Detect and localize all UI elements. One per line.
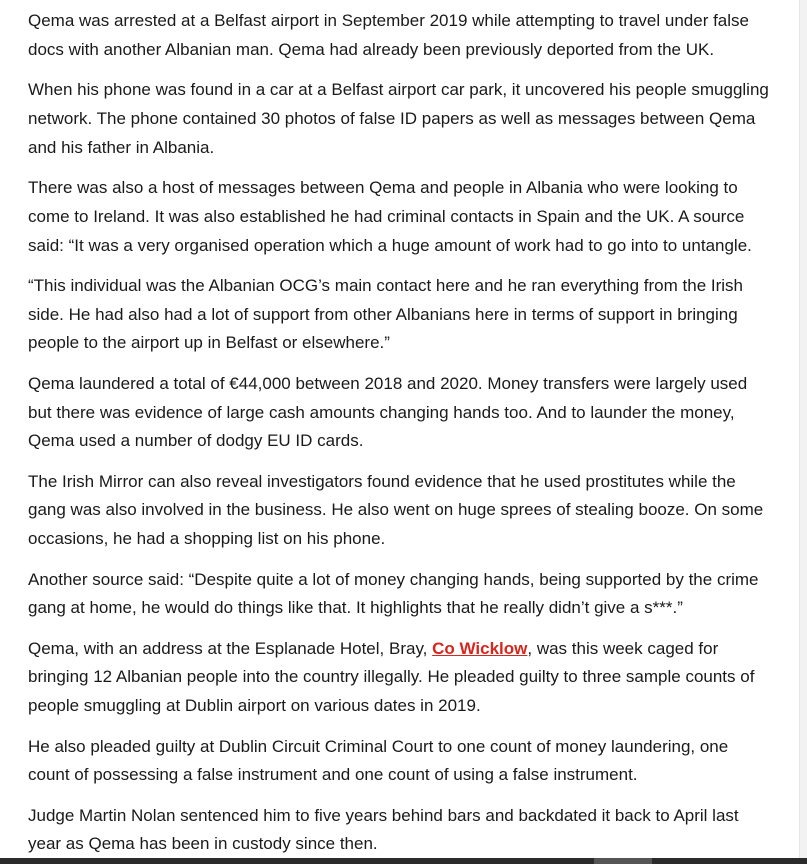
paragraph-10: Judge Martin Nolan sentenced him to five years behind bars and backdated it back to April last year as Qema has been in custody since then. <box>28 805 739 854</box>
paragraph-2: When his phone was found in a car at a Belfast airport car park, it uncovered his people smuggling network. The phone contained 30 photos of false ID papers as well as messages between Qema and his father in Albania. <box>28 80 769 157</box>
paragraph-8 <box>28 635 774 721</box>
paragraph-6: The Irish Mirror can also reveal investigators found evidence that he used prostitutes while the gang was also involved in the business. He also went on huge sprees of stealing booze. On some occasions, he had a shopping list on his phone. <box>28 471 764 549</box>
paragraph-5: Qema laundered a total of €44,000 between 2018 and 2020. Money transfers were largely used but there was evidence of large cash amounts changing hands too. And to launder the money, Qema used a number of dodgy EU ID cards. <box>28 373 748 451</box>
paragraph-3: There was also a host of messages between Qema and people in Albania who were looking to come to Ireland. It was also established he had criminal contacts in Spain and the UK. A source said: “It was a very organised operation which a huge amount of work had to go into to untangle. <box>28 177 752 255</box>
vertical-scrollbar[interactable] <box>799 0 807 858</box>
paragraph-9: He also pleaded guilty at Dublin Circuit Criminal Court to one count of money laundering, one count of possessing a false instrument and one count of using a false instrument. <box>28 736 729 785</box>
co-wicklow-link[interactable]: Co Wicklow <box>432 638 528 658</box>
horizontal-scrollbar-thumb[interactable] <box>594 858 652 864</box>
article-body <box>28 7 774 864</box>
paragraph-4: “This individual was the Albanian OCG’s main contact here and he ran everything from the Irish side. He had also had a lot of support from other Albanians here in terms of support in bringing people to the airport up in Belfast or elsewhere.” <box>28 275 743 353</box>
paragraph-1: Qema was arrested at a Belfast airport in September 2019 while attempting to travel under false docs with another Albanian man. Qema had already been previously deported from the UK. <box>28 11 749 59</box>
paragraph-7: Another source said: “Despite quite a lot of money changing hands, being supported by the crime gang at home, he would do things like that. It highlights that he really didn’t give a s***.” <box>28 569 759 618</box>
paragraph-8-text-after: , was this week caged for bringing 12 Albanian people into the country illegally. He pleaded guilty to three sample counts of people smuggling at Dublin airport on various dates in 2019. <box>28 638 755 716</box>
paragraph-8-text-before: Qema, with an address at the Esplanade Hotel, Bray, <box>28 638 433 658</box>
horizontal-scrollbar[interactable] <box>0 858 807 864</box>
